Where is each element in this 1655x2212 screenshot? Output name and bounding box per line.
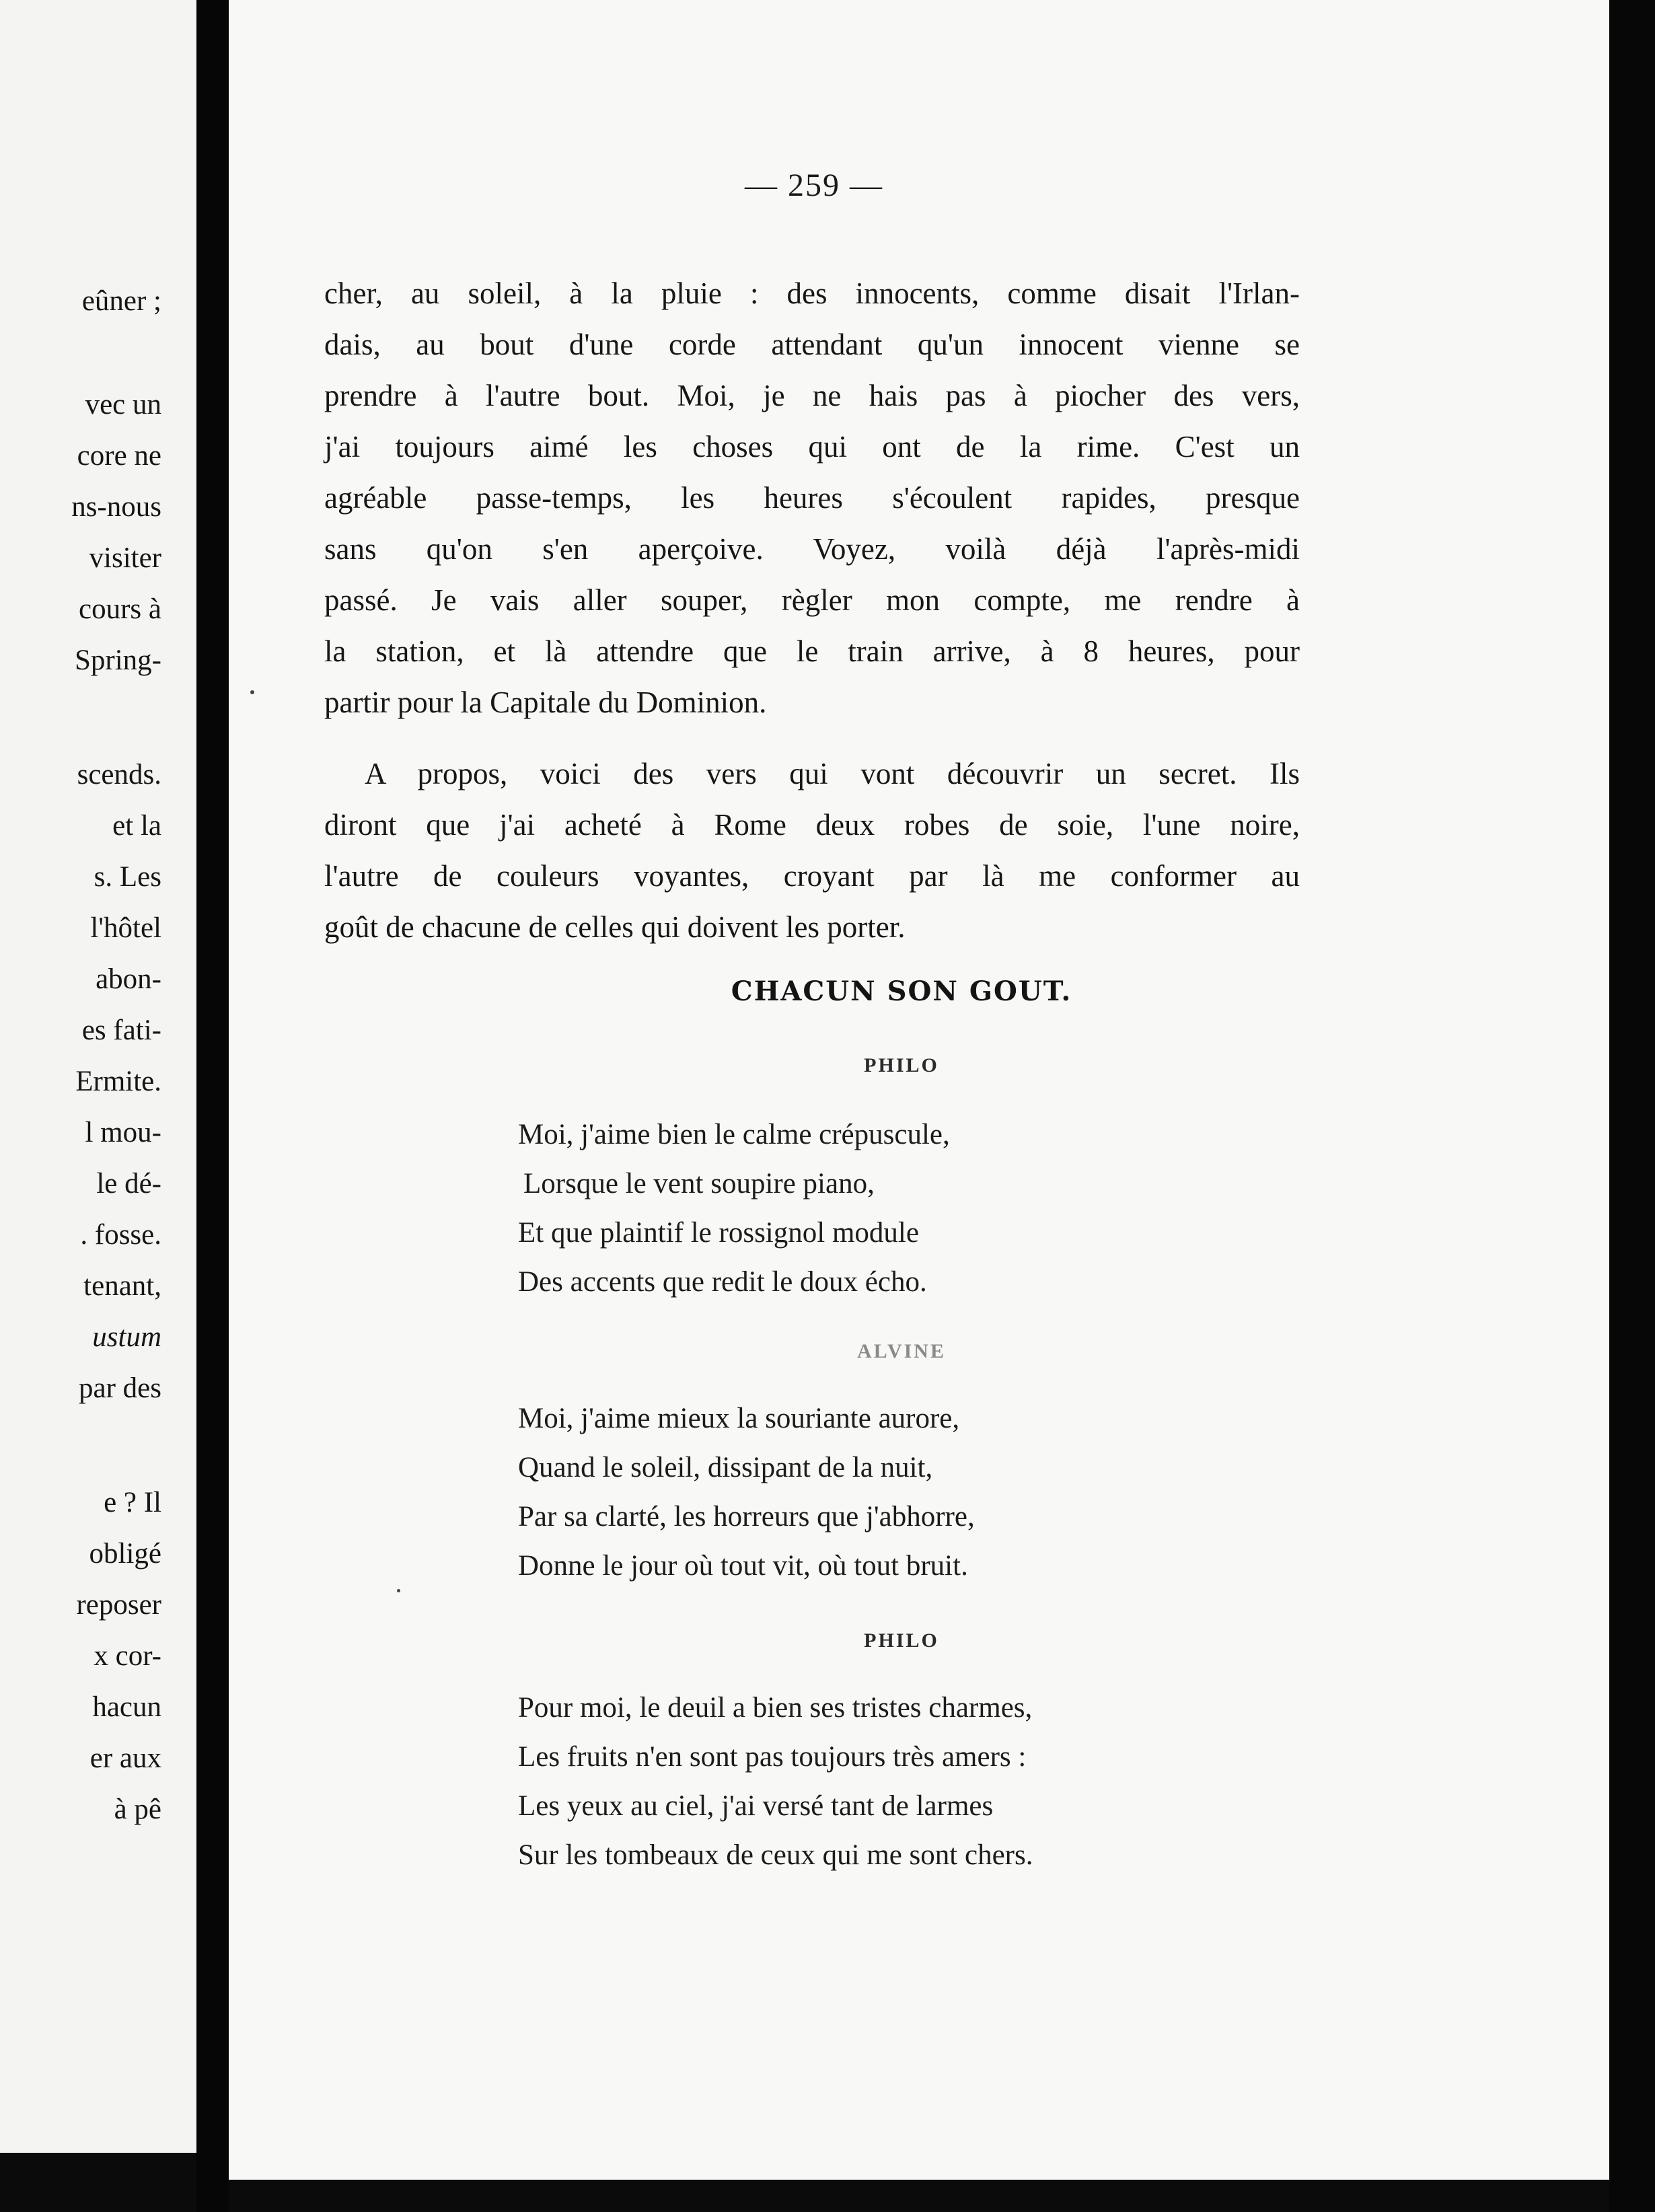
text-line: partir pour la Capitale du Dominion. bbox=[324, 686, 767, 719]
text-line: sans qu'on s'en aperçoive. Voyez, voilà déjà l'après-midi bbox=[324, 532, 1300, 566]
previous-page-line: er aux bbox=[89, 1742, 161, 1774]
previous-page-line: es fati- bbox=[81, 1015, 161, 1046]
verse-line: Moi, j'aime mieux la souriante aurore, bbox=[518, 1403, 960, 1434]
verse-line: Les yeux au ciel, j'ai versé tant de larmes bbox=[518, 1790, 994, 1822]
paragraph-1 bbox=[324, 268, 1300, 728]
page-edge bbox=[1609, 0, 1655, 2212]
previous-page-line: ustum bbox=[92, 1321, 161, 1353]
previous-page-line: scends. bbox=[77, 759, 161, 790]
previous-page-line: le dé- bbox=[96, 1168, 161, 1200]
speaker-label: ALVINE bbox=[857, 1340, 946, 1362]
verse-line: Et que plaintif le rossignol module bbox=[518, 1217, 919, 1249]
speaker-label: PHILO bbox=[864, 1054, 939, 1076]
scan-speck bbox=[397, 1589, 400, 1592]
text-line: la station, et là attendre que le train arrive, à 8 heures, pour bbox=[324, 634, 1300, 668]
verse-line: Les fruits n'en sont pas toujours très amers : bbox=[518, 1741, 1027, 1773]
stanza-3 bbox=[518, 1683, 1033, 1880]
text-line: goût de chacune de celles qui doivent les porter. bbox=[324, 910, 906, 944]
text-line: passé. Je vais aller souper, règler mon compte, me rendre à bbox=[324, 583, 1300, 617]
text-line: dais, au bout d'une corde attendant qu'un innocent vienne se bbox=[324, 328, 1300, 361]
text-line: cher, au soleil, à la pluie : des innocents, comme disait l'Irlan- bbox=[324, 276, 1300, 310]
previous-page-line: tenant, bbox=[83, 1270, 161, 1302]
text-line: A propos, voici des vers qui vont découvrir un secret. Ils bbox=[365, 757, 1300, 790]
previous-page-line: s. Les bbox=[94, 861, 161, 893]
previous-page-line: par des bbox=[79, 1372, 161, 1404]
previous-page-line: et la bbox=[112, 810, 161, 842]
previous-page-line: cours à bbox=[79, 593, 161, 625]
previous-page-line: visiter bbox=[89, 542, 161, 574]
text-line: diront que j'ai acheté à Rome deux robes de soie, l'une noire, bbox=[324, 808, 1300, 842]
verse-line: Pour moi, le deuil a bien ses tristes charmes, bbox=[518, 1692, 1033, 1724]
previous-page-line: Ermite. bbox=[75, 1066, 161, 1097]
speaker-label: PHILO bbox=[864, 1629, 939, 1652]
poem-title: CHACUN SON GOUT. bbox=[731, 975, 1072, 1007]
verse-line: Lorsque le vent soupire piano, bbox=[523, 1168, 875, 1200]
previous-page-line: eûner ; bbox=[81, 285, 161, 317]
previous-page-line: hacun bbox=[92, 1691, 161, 1723]
previous-page-line: x cor- bbox=[94, 1640, 161, 1672]
previous-page-line: Spring- bbox=[75, 644, 161, 676]
page-number: — 259 — bbox=[745, 168, 883, 203]
previous-page-line: l'hôtel bbox=[90, 912, 161, 944]
verse-line: Par sa clarté, les horreurs que j'abhorre, bbox=[518, 1501, 975, 1533]
verse-line: Quand le soleil, dissipant de la nuit, bbox=[518, 1452, 933, 1483]
verse-line: Des accents que redit le doux écho. bbox=[518, 1266, 927, 1298]
previous-page-line: . fosse. bbox=[80, 1219, 161, 1251]
verse-line: Sur les tombeaux de ceux qui me sont chers. bbox=[518, 1839, 1033, 1871]
previous-page-line: à pê bbox=[114, 1794, 161, 1825]
previous-page-line: vec un bbox=[85, 389, 161, 420]
paragraph-2 bbox=[324, 748, 1300, 953]
text-line: l'autre de couleurs voyantes, croyant par là me conformer au bbox=[324, 859, 1300, 893]
text-line: prendre à l'autre bout. Moi, je ne hais pas à piocher des vers, bbox=[324, 379, 1300, 412]
stanza-2 bbox=[518, 1394, 975, 1590]
stanza-1 bbox=[518, 1110, 950, 1306]
previous-page-line: ns-nous bbox=[71, 491, 161, 523]
previous-page-line: reposer bbox=[76, 1589, 161, 1621]
previous-page-line: core ne bbox=[77, 440, 161, 472]
previous-page-line: obligé bbox=[89, 1538, 161, 1570]
book-gutter bbox=[196, 0, 229, 2212]
text-line: agréable passe-temps, les heures s'écoulent rapides, presque bbox=[324, 481, 1300, 515]
previous-page-line: l mou- bbox=[85, 1117, 161, 1148]
scan-speck bbox=[250, 690, 254, 694]
previous-page-line: abon- bbox=[96, 963, 161, 995]
previous-page-line: e ? Il bbox=[104, 1487, 161, 1518]
text-line: j'ai toujours aimé les choses qui ont de la rime. C'est un bbox=[324, 430, 1300, 464]
verse-line: Donne le jour où tout vit, où tout bruit. bbox=[518, 1550, 968, 1582]
verse-line: Moi, j'aime bien le calme crépuscule, bbox=[518, 1119, 950, 1150]
